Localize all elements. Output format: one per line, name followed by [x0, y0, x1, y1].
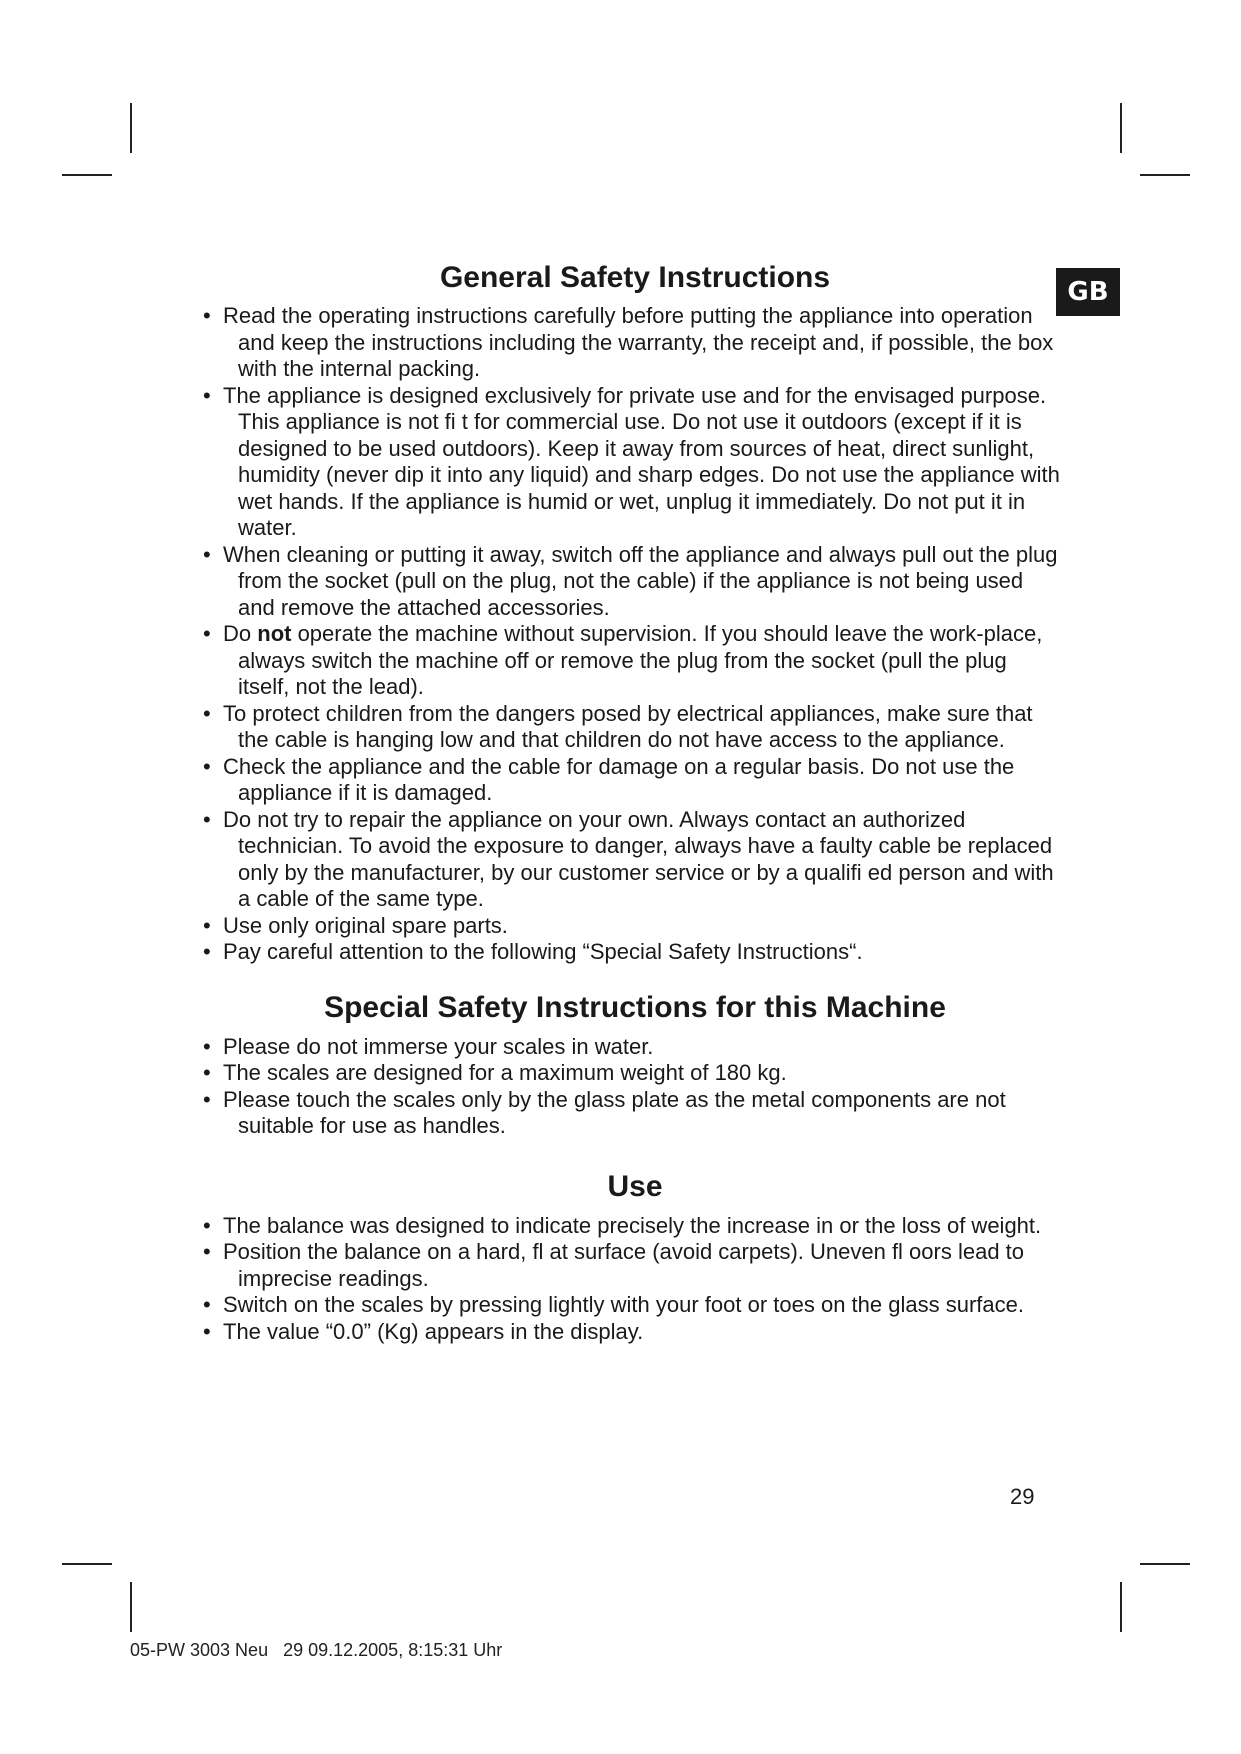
list-item: • To protect children from the dangers posed by electrical appliances, make sure that the cable is hanging low and that children do not have access to the appliance.: [203, 700, 1033, 752]
list-item: • When cleaning or putting it away, switch off the appliance and always pull out the plug from the socket (pull on the plug, not the cable) if the appliance is not being used and remove the attached accessories.: [203, 541, 1058, 620]
bullet-icon: •: [203, 382, 211, 408]
bullet-icon: •: [203, 303, 211, 328]
list-item: • Check the appliance and the cable for damage on a regular basis. Do not use the appliance if it is damaged.: [203, 753, 1015, 805]
emphasis-not: not: [257, 621, 292, 646]
general-safety-heading: General Safety Instructions: [439, 261, 831, 294]
bullet-icon: •: [203, 1239, 211, 1264]
print-footer: 05-PW 3003 Neu 29 09.12.2005, 8:15:31 Uhr: [130, 1640, 503, 1660]
general-safety-section: [200, 258, 1060, 966]
special-safety-heading: Special Safety Instructions for this Machine: [324, 990, 946, 1024]
bullet-icon: •: [203, 1318, 211, 1344]
use-section: [200, 1167, 1060, 1346]
bullet-icon: •: [203, 1086, 211, 1112]
list-item: • Switch on the scales by pressing lightly with your foot or toes on the glass surface.: [203, 1292, 1024, 1317]
bullet-icon: •: [203, 912, 211, 938]
crop-mark-top-left-vertical: [130, 103, 132, 153]
use-list: [200, 1213, 1060, 1346]
list-item: • Do not operate the machine without supervision. If you should leave the work-place, always switch the machine off or remove the plug from the socket (pull the plug itself, not the lead).: [203, 621, 1043, 699]
list-item: • Please touch the scales only by the glass plate as the metal components are not suitable for use as handles.: [203, 1086, 1006, 1138]
bullet-icon: •: [203, 1060, 211, 1085]
list-item: • Please do not immerse your scales in water.: [203, 1033, 654, 1059]
list-item: • Use only original spare parts.: [203, 912, 508, 938]
list-item: • Position the balance on a hard, fl at surface (avoid carpets). Uneven fl oors lead to imprecise readings.: [203, 1239, 1025, 1291]
crop-mark-bottom-right-horizontal: [1140, 1563, 1190, 1565]
list-item: • Pay careful attention to the following “Special Safety Instructions“.: [203, 939, 863, 964]
special-safety-section: [200, 988, 1060, 1140]
list-item: • The value “0.0” (Kg) appears in the display.: [203, 1318, 644, 1344]
list-item: • Do not try to repair the appliance on your own. Always contact an authorized technician. To avoid the exposure to danger, always have a faulty cable be replaced only by the manufacturer, by our customer service or by a qualifi ed person and with a cable of the same type.: [203, 806, 1054, 911]
list-item: • Read the operating instructions carefully before putting the appliance into operation and keep the instructions including the warranty, the receipt and, if possible, the box with the internal packing.: [203, 303, 1054, 381]
general-safety-list: [200, 303, 1060, 966]
bullet-icon: •: [203, 700, 211, 726]
crop-mark-top-right-horizontal: [1140, 174, 1190, 176]
special-safety-list: [200, 1034, 1060, 1140]
bullet-icon: •: [203, 753, 211, 779]
list-item: • The scales are designed for a maximum weight of 180 kg.: [203, 1060, 787, 1085]
page-number: 29: [1010, 1484, 1035, 1509]
crop-mark-top-right-vertical: [1120, 103, 1122, 153]
use-heading: Use: [607, 1169, 663, 1203]
bullet-icon: •: [203, 1292, 211, 1317]
crop-mark-top-left-horizontal: [62, 174, 112, 176]
bullet-icon: •: [203, 1033, 211, 1059]
bullet-icon: •: [203, 1212, 211, 1238]
page-content: [200, 258, 1060, 1345]
bullet-icon: •: [203, 541, 211, 567]
bullet-icon: •: [203, 806, 211, 832]
crop-mark-bottom-right-vertical: [1120, 1582, 1122, 1632]
crop-mark-bottom-left-horizontal: [62, 1563, 112, 1565]
crop-mark-bottom-left-vertical: [130, 1582, 132, 1632]
bullet-icon: •: [203, 621, 211, 646]
list-item: • The appliance is designed exclusively for private use and for the envisaged purpose. This appliance is not fi t for commercial use. Do not use it outdoors (except if it is designed to be used outdoors). Keep it away from sources of heat, direct sunlight, humidity (never dip it into any liquid) and sharp edges. Do not use the appliance with wet hands. If the appliance is humid or wet, unplug it immediately. Do not put it in water.: [203, 382, 1060, 540]
bullet-icon: •: [203, 939, 211, 964]
language-tab: GB: [1056, 268, 1120, 316]
list-item: • The balance was designed to indicate precisely the increase in or the loss of weight.: [203, 1212, 1042, 1238]
